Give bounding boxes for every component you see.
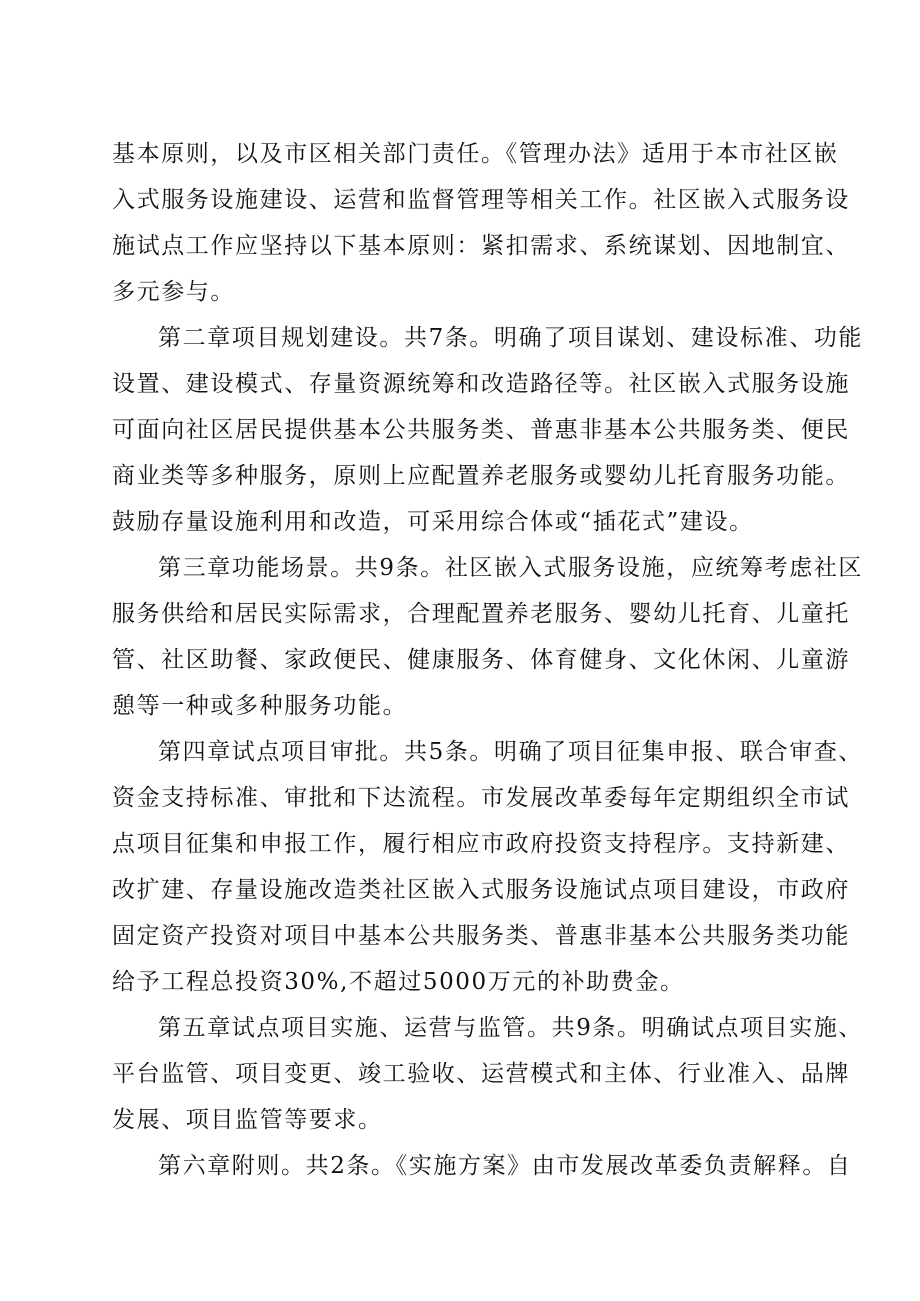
text-line: 给予工程总投资30%,不超过5000万元的补助费金。 (112, 969, 685, 995)
text-line: 多元参与。 (112, 279, 235, 305)
text-line: 资金支持标准、审批和下达流程。市发展改革委每年定期组织全市试 (112, 785, 850, 811)
text-line: 第五章试点项目实施、运营与监管。共9条。明确试点项目实施、 (158, 1015, 864, 1041)
text-line: 平台监管、项目变更、竣工验收、运营模式和主体、行业准入、品牌 (112, 1061, 850, 1087)
text-line: 鼓励存量设施利用和改造，可采用综合体或“插花式”建设。 (112, 509, 754, 535)
text-line: 商业类等多种服务，原则上应配置养老服务或婴幼儿托育服务功能。 (112, 463, 850, 489)
text-line: 固定资产投资对项目中基本公共服务类、普惠非基本公共服务类功能 (112, 923, 850, 949)
text-line: 入式服务设施建设、运营和监督管理等相关工作。社区嵌入式服务设 (112, 187, 850, 213)
text-line: 第四章试点项目审批。共5条。明确了项目征集申报、联合审查、 (158, 739, 864, 765)
text-line: 设置、建设模式、存量资源统筹和改造路径等。社区嵌入式服务设施 (112, 371, 850, 397)
text-line: 改扩建、存量设施改造类社区嵌入式服务设施试点项目建设，市政府 (112, 877, 850, 903)
text-line: 第三章功能场景。共9条。社区嵌入式服务设施，应统筹考虑社区 (158, 555, 864, 581)
text-line: 憩等一种或多种服务功能。 (112, 693, 408, 719)
text-line: 发展、项目监管等要求。 (112, 1107, 383, 1133)
text-line: 基本原则，以及市区相关部门责任。《管理办法》适用于本市社区嵌 (112, 141, 839, 167)
text-line: 第二章项目规划建设。共7条。明确了项目谋划、建设标准、功能 (158, 325, 864, 351)
text-line: 服务供给和居民实际需求，合理配置养老服务、婴幼儿托育、儿童托 (112, 601, 850, 627)
text-line: 点项目征集和申报工作，履行相应市政府投资支持程序。支持新建、 (112, 831, 850, 857)
body-text (112, 131, 864, 1189)
text-line: 可面向社区居民提供基本公共服务类、普惠非基本公共服务类、便民 (112, 417, 850, 443)
text-line: 管、社区助餐、家政便民、健康服务、体育健身、文化休闲、儿童游 (112, 647, 850, 673)
text-line: 施试点工作应坚持以下基本原则：紧扣需求、系统谋划、因地制宜、 (112, 233, 850, 259)
text-line: 第六章附则。共2条。《实施方案》由市发展改革委负责解释。自 (158, 1153, 852, 1179)
